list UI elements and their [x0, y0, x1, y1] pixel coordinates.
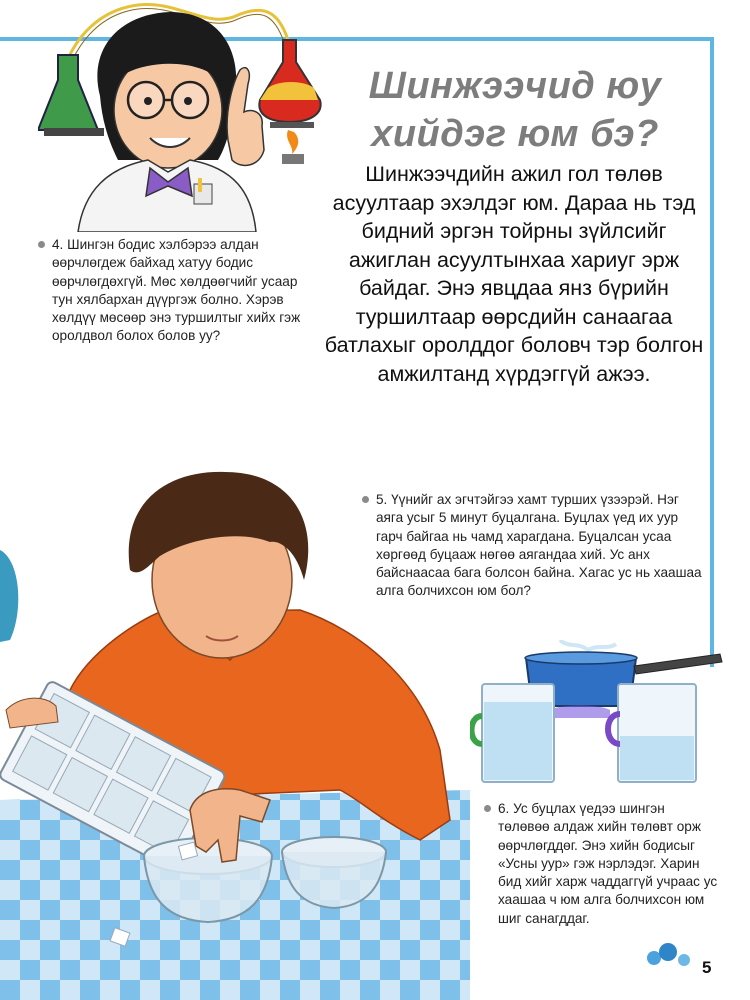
- note-4-text: 4. Шингэн бодис хэлбэрээ алдан өөрчлөгдеж байхад хатуу бодис өөрчлөгдөхгүй. Мөс хөлдөөгчийг усаар тун хялбархан дүүргэж болно. Хэрэв хөлдүү мөсөөр энэ туршилтыг хийх гэж оролдвол болох болов уу?: [52, 237, 301, 344]
- note-6-text: 6. Ус буцлах үедээ шингэн төлөвөө алдаж хийн төлөвт орж өөрчлөгддөг. Энэ хийн бодисыг «Усны уур» гэж нэрлэдэг. Харин бид хийг харж чаддаггүй учраас ус хаашаа ч юм алга болчихсон юм шиг санагддаг.: [498, 801, 718, 926]
- bubbles-decoration: [644, 938, 696, 968]
- note-4: [52, 236, 302, 346]
- bullet-icon: [362, 496, 369, 503]
- page-number: 5: [702, 958, 712, 977]
- intro-paragraph: Шинжээчдийн ажил гол төлөв асуултаар эхэлдэг юм. Дараа нь тэд бидний эргэн тойрны зүйлсийг ажиглан асуултынхаа хариуг эрж байдаг. Энэ явцдаа янз бүрийн туршилтаар өөрсдийн санаагаа батлахыг оролддог боловч тэр болгон амжилтанд хүрдэггүй ажээ.: [324, 162, 704, 386]
- frame-right-border: [710, 37, 714, 667]
- note-5: [376, 491, 706, 601]
- title-line-2: хийдэг юм бэ?: [371, 113, 659, 155]
- note-5-text: 5. Үүнийг ах эгчтэйгээ хамт турших үзээрэй. Нэг аяга усыг 5 минут буцалгана. Буцлах үед их уур гарч байгаа нь чамд харагдана. Буцалсан усаа хөргөөд буцааж нөгөө аягандаа хий. Ус анх байснаасаа бага болсон байна. Хагас ус нь хаашаа алга болчихсон юм бол?: [376, 492, 702, 599]
- title-line-1: Шинжээчид юу: [368, 65, 662, 107]
- pan-glasses-illustration: [470, 640, 728, 790]
- bullet-icon: [38, 241, 45, 248]
- page-title: [360, 62, 670, 158]
- note-6: [498, 800, 718, 928]
- bullet-icon: [484, 805, 491, 812]
- scientist-illustration: [38, 0, 328, 232]
